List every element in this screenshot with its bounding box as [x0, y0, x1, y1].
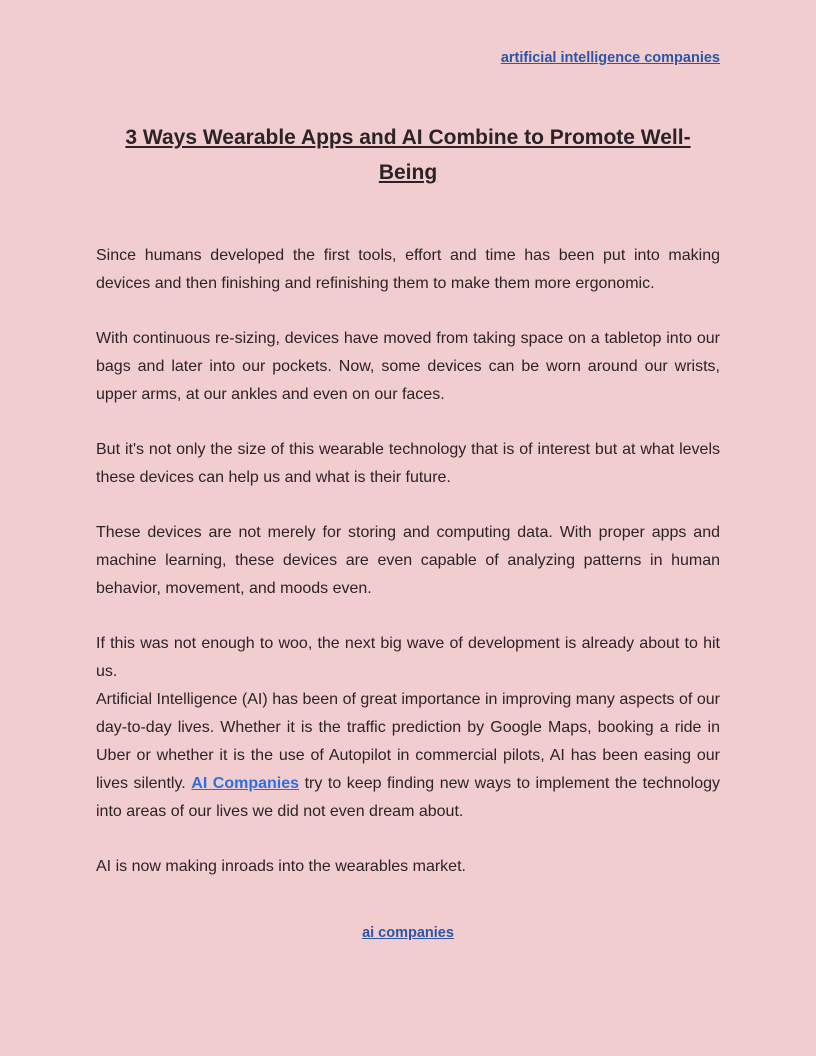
header-link[interactable]: artificial intelligence companies — [500, 50, 720, 66]
paragraph-4: These devices are not merely for storing and computing data. With proper apps and machine learning, these devices are even capable of analyzing patterns in human behavior, movement, and moods even. — [96, 524, 720, 597]
paragraph-1: Since humans developed the first tools, effort and time has been put into making devices and then finishing and refinishing them to make them more ergonomic. — [96, 247, 720, 292]
paragraph-6 — [96, 686, 720, 826]
paragraph-3: But it's not only the size of this wearable technology that is of interest but at what levels these devices can help us and what is their future. — [96, 441, 720, 486]
footer — [96, 923, 720, 943]
inline-link-ai-companies[interactable]: AI Companies — [191, 775, 300, 792]
paragraph-6-text-after: try to keep finding new ways to implement the technology into areas of our lives we did not even dream about. — [96, 775, 721, 820]
article-body — [96, 242, 720, 881]
paragraph-2: With continuous re-sizing, devices have moved from taking space on a tabletop into our bags and later into our pockets. Now, some devices can be worn around our wrists, upper arms, at our ankles and even on our faces. — [96, 330, 720, 403]
paragraph-6-text-before: Artificial Intelligence (AI) has been of great importance in improving many aspects of our day-to-day lives. Whether it is the traffic prediction by Google Maps, booking a ride in Uber or whether it is the use of Autopilot in commercial pilots, AI has been easing our lives silently. — [96, 691, 720, 792]
page-title: 3 Ways Wearable Apps and AI Combine to Promote Well-Being — [125, 126, 691, 184]
header — [96, 48, 720, 68]
paragraph-7: AI is now making inroads into the wearables market. — [96, 858, 466, 875]
footer-link[interactable]: ai companies — [362, 925, 454, 941]
paragraph-5: If this was not enough to woo, the next big wave of development is already about to hit us. — [96, 635, 720, 680]
